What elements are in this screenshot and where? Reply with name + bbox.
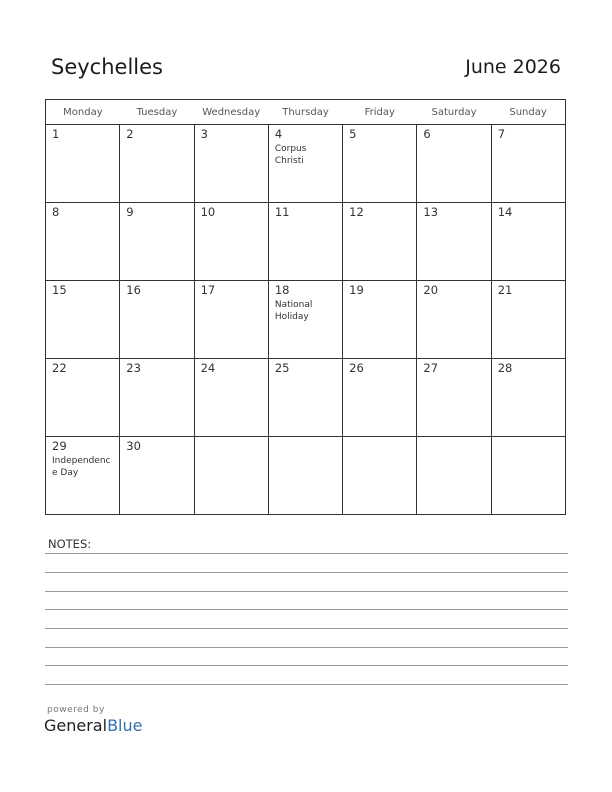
day-cell [46, 125, 120, 203]
day-cell [343, 281, 417, 359]
day-cell [194, 281, 268, 359]
day-cell [417, 281, 491, 359]
notes-line [45, 553, 568, 554]
notes-label: NOTES: [48, 537, 92, 551]
day-cell [120, 203, 194, 281]
day-cell [46, 437, 120, 515]
day-number: 24 [200, 361, 216, 375]
weekday-header: Wednesday [194, 100, 268, 125]
weekday-header: Thursday [268, 100, 342, 125]
day-number: 11 [274, 205, 290, 219]
day-number: 21 [497, 283, 513, 297]
day-cell [417, 125, 491, 203]
notes-line [45, 628, 568, 629]
day-cell [120, 281, 194, 359]
day-number: 14 [497, 205, 513, 219]
day-number: 5 [349, 127, 357, 141]
day-number: 20 [423, 283, 439, 297]
day-cell [417, 203, 491, 281]
day-number: 19 [349, 283, 364, 297]
powered-by-text: powered by [47, 705, 105, 715]
day-cell [343, 125, 417, 203]
weekday-header: Sunday [491, 100, 565, 125]
day-number: 10 [200, 205, 216, 219]
day-number: 22 [52, 361, 67, 375]
day-cell [343, 203, 417, 281]
notes-line [45, 684, 568, 685]
day-number: 27 [423, 361, 439, 375]
notes-line [45, 572, 568, 573]
week-row [46, 437, 566, 515]
holiday-label: National Holiday [274, 300, 313, 322]
calendar-country-title: Seychelles [51, 55, 163, 79]
day-cell [491, 203, 565, 281]
day-number: 7 [497, 127, 506, 141]
day-cell [268, 437, 342, 515]
day-number: 12 [349, 205, 364, 219]
day-cell [46, 359, 120, 437]
day-number: 15 [52, 283, 67, 297]
day-cell [46, 203, 120, 281]
day-number: 13 [423, 205, 439, 219]
week-row [46, 203, 566, 281]
day-cell [491, 437, 565, 515]
logo-blue: Blue [107, 716, 143, 735]
day-cell [268, 359, 342, 437]
day-cell [120, 359, 194, 437]
calendar-grid [45, 99, 566, 515]
day-number: 30 [126, 439, 141, 453]
notes-line [45, 647, 568, 648]
weekday-header: Monday [46, 100, 120, 125]
day-cell [343, 437, 417, 515]
day-cell [194, 359, 268, 437]
day-cell [46, 281, 120, 359]
day-cell [120, 125, 194, 203]
notes-line [45, 609, 568, 610]
day-number: 18 [274, 283, 290, 297]
generalblue-logo [44, 716, 142, 735]
calendar-month-title: June 2026 [465, 56, 561, 78]
day-number: 25 [274, 361, 290, 375]
notes-line [45, 591, 568, 592]
weekday-header: Tuesday [120, 100, 194, 125]
weekday-header-row [46, 100, 566, 125]
weekday-header: Friday [343, 100, 417, 125]
day-number: 17 [200, 283, 216, 297]
week-row [46, 281, 566, 359]
day-cell [491, 125, 565, 203]
logo-general: General [44, 716, 108, 735]
day-cell [417, 359, 491, 437]
day-cell [491, 359, 565, 437]
day-cell [268, 125, 342, 203]
day-number: 3 [200, 127, 208, 141]
holiday-label: Corpus Christi [274, 144, 307, 166]
day-cell [268, 281, 342, 359]
day-number: 6 [423, 127, 431, 141]
weekday-header: Saturday [417, 100, 491, 125]
day-number: 16 [126, 283, 141, 297]
day-number: 29 [52, 439, 67, 453]
day-cell [343, 359, 417, 437]
day-number: 26 [349, 361, 364, 375]
day-number: 2 [126, 127, 134, 141]
day-number: 28 [497, 361, 513, 375]
day-number: 9 [126, 205, 134, 219]
holiday-label: Independence Day [52, 456, 111, 478]
day-cell [491, 281, 565, 359]
day-number: 1 [52, 127, 60, 141]
week-row [46, 359, 566, 437]
day-cell [194, 437, 268, 515]
day-cell [268, 203, 342, 281]
day-cell [120, 437, 194, 515]
notes-line [45, 665, 568, 666]
day-cell [194, 203, 268, 281]
day-number: 23 [126, 361, 141, 375]
week-row [46, 125, 566, 203]
day-number: 8 [52, 205, 60, 219]
day-cell [194, 125, 268, 203]
day-number: 4 [274, 127, 283, 141]
day-cell [417, 437, 491, 515]
